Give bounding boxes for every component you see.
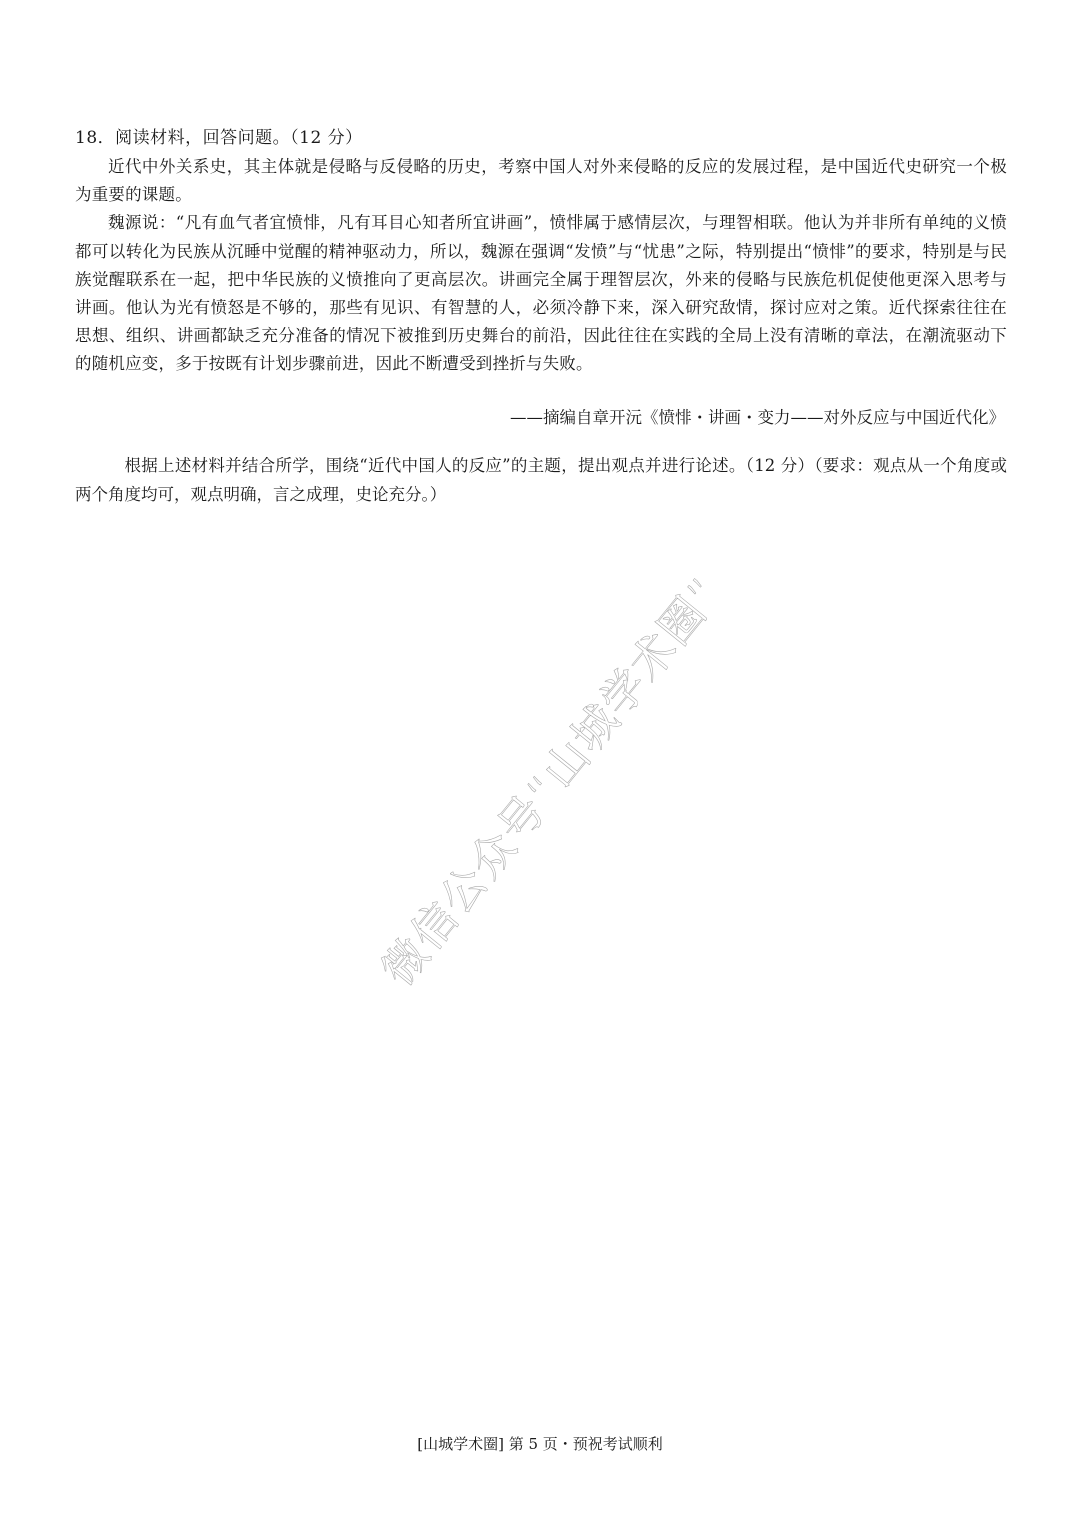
material-paragraph-2: 魏源说：“凡有血气者宜愤悱，凡有耳目心知者所宜讲画”，愤悱属于感情层次，与理智相联。他认为并非所有单纯的义愤都可以转化为民族从沉睡中觉醒的精神驱动力，所以，魏源在强调“发愤”与“忧患”之际，特别提出“愤悱”的要求，特别是与民族觉醒联系在一起，把中华民族的义愤推向了更高层次。讲画完全属于理智层次，外来的侵略与民族危机促使他更深入思考与讲画。他认为光有愤怒是不够的，那些有见识、有智慧的人，必须冷静下来，深入研究敌情，探讨应对之策。近代探索往往在思想、组织、讲画都缺乏充分准备的情况下被推到历史舞台的前沿，因此往往在实践的全局上没有清晰的章法，在潮流驱动下的随机应变，多于按既有计划步骤前进，因此不断遭受到挫折与失败。 [75, 213, 1007, 374]
material-source: ——摘编自章开沅《愤悱・讲画・变力——对外反应与中国近代化》 [510, 408, 1005, 427]
question-task [75, 452, 1007, 509]
material-text [75, 153, 1007, 379]
task-text: 根据上述材料并结合所学，围绕“近代中国人的反应”的主题，提出观点并进行论述。（12 分）（要求：观点从一个角度或两个角度均可，观点明确，言之成理，史论充分。） [75, 456, 1007, 504]
material-paragraph-1: 近代中外关系史，其主体就是侵略与反侵略的历史，考察中国人对外来侵略的反应的发展过程，是中国近代史研究一个极为重要的课题。 [75, 157, 1007, 205]
page-footer: [山城学术圈] 第 5 页・预祝考试顺利 [417, 1435, 663, 1453]
question-title: 18．阅读材料，回答问题。（12 分） [75, 128, 363, 148]
watermark: 微信公众号“山城学术圈” [372, 567, 733, 996]
